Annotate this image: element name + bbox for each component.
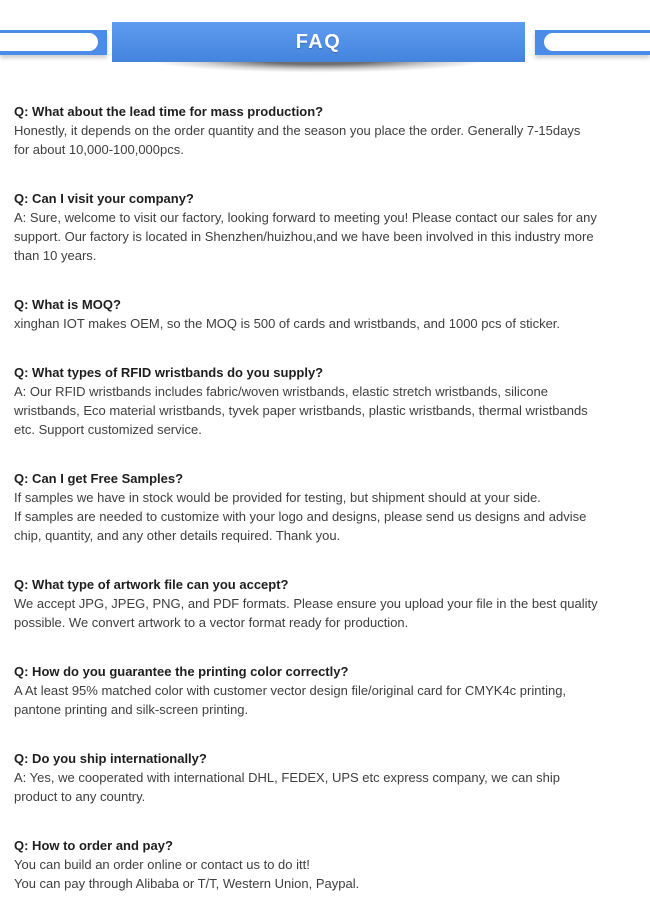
faq-item	[14, 575, 640, 632]
ribbon-right-pill	[544, 33, 650, 51]
faq-answer	[14, 855, 640, 893]
banner-curl-shadow	[116, 62, 522, 75]
faq-answer-line: We accept JPG, JPEG, PNG, and PDF formats. Please ensure you upload your file in the best quality	[14, 596, 598, 611]
faq-answer-line: support. Our factory is located in Shenzhen/huizhou,and we have been involved in this industry more	[14, 229, 594, 244]
faq-answer-line: A: Our RFID wristbands includes fabric/woven wristbands, elastic stretch wristbands, silicone	[14, 384, 548, 399]
faq-item	[14, 749, 640, 806]
faq-answer-line: You can build an order online or contact us to do itt!	[14, 857, 310, 872]
faq-answer-line: You can pay through Alibaba or T/T, Western Union, Paypal.	[14, 876, 360, 891]
faq-answer-line: A: Yes, we cooperated with international DHL, FEDEX, UPS etc express company, we can ship	[14, 770, 561, 785]
faq-question: Q: What types of RFID wristbands do you supply?	[14, 365, 324, 380]
faq-answer	[14, 681, 640, 719]
faq-answer-line: Honestly, it depends on the order quantity and the season you place the order. Generally 7-15days	[14, 123, 581, 138]
faq-item	[14, 363, 640, 439]
faq-question: Q: How do you guarantee the printing color correctly?	[14, 664, 349, 679]
faq-item	[14, 662, 640, 719]
faq-question: Q: What type of artwork file can you accept?	[14, 577, 289, 592]
faq-item	[14, 102, 640, 159]
faq-item	[14, 295, 640, 333]
faq-answer-line: than 10 years.	[14, 248, 97, 263]
faq-answer	[14, 121, 640, 159]
faq-answer-line: xinghan IOT makes OEM, so the MOQ is 500 of cards and wristbands, and 1000 pcs of sticker.	[14, 316, 561, 331]
faq-title: FAQ	[295, 30, 342, 53]
faq-question: Q: Can I visit your company?	[14, 191, 194, 206]
faq-answer-line: A At least 95% matched color with customer vector design file/original card for CMYK4c printing,	[14, 683, 567, 698]
faq-answer-line: wristbands, Eco material wristbands, tyvek paper wristbands, plastic wristbands, thermal wristbands	[14, 403, 588, 418]
faq-list	[0, 76, 650, 893]
faq-answer-line: A: Sure, welcome to visit our factory, looking forward to meeting you! Please contact our sales for any	[14, 210, 597, 225]
faq-question: Q: What about the lead time for mass production?	[14, 104, 324, 119]
faq-answer	[14, 314, 640, 333]
faq-answer-line: If samples are needed to customize with your logo and designs, please send us designs and advise	[14, 509, 587, 524]
faq-item	[14, 189, 640, 265]
faq-item	[14, 469, 640, 545]
faq-answer	[14, 594, 640, 632]
ribbon-right-bar	[535, 30, 650, 55]
faq-answer	[14, 768, 640, 806]
faq-answer	[14, 382, 640, 439]
faq-answer	[14, 208, 640, 265]
faq-header-ribbon	[0, 0, 650, 76]
faq-item	[14, 836, 640, 893]
faq-title-banner	[112, 22, 525, 62]
faq-question: Q: How to order and pay?	[14, 838, 173, 853]
faq-answer	[14, 488, 640, 545]
faq-question: Q: What is MOQ?	[14, 297, 121, 312]
ribbon-left-bar	[0, 30, 107, 55]
ribbon-left-pill	[0, 33, 98, 51]
faq-question: Q: Do you ship internationally?	[14, 751, 207, 766]
faq-answer-line: for about 10,000-100,000pcs.	[14, 142, 184, 157]
faq-question: Q: Can I get Free Samples?	[14, 471, 184, 486]
faq-answer-line: possible. We convert artwork to a vector format ready for production.	[14, 615, 409, 630]
faq-answer-line: pantone printing and silk-screen printing.	[14, 702, 249, 717]
faq-answer-line: chip, quantity, and any other details required. Thank you.	[14, 528, 341, 543]
faq-answer-line: etc. Support customized service.	[14, 422, 202, 437]
faq-answer-line: product to any country.	[14, 789, 146, 804]
faq-answer-line: If samples we have in stock would be provided for testing, but shipment should at your side.	[14, 490, 541, 505]
